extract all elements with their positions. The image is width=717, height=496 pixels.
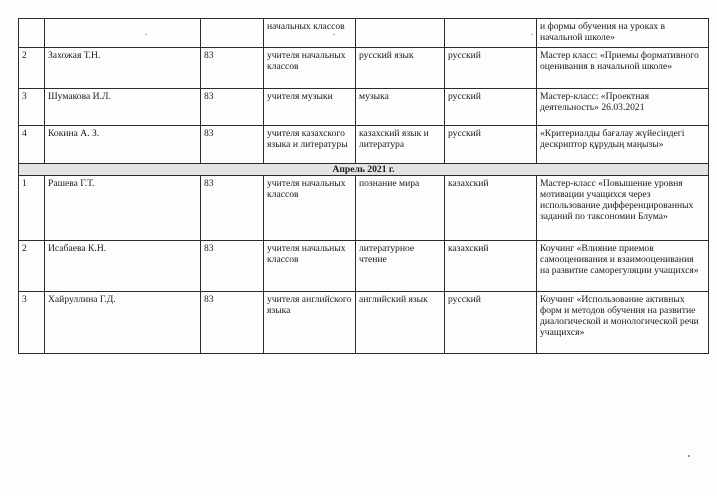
cell-form: Коучинг «Влияние приемов самооценивания и взаимооценивания на развитие саморегуляции учащихся» [537,241,709,292]
cell-name: Исабаева К.Н. [45,241,201,292]
cell-language: казахский [445,176,537,241]
cell-hours: 83 [201,126,264,164]
cell-position: учителя музыки [264,89,356,126]
cell-subject: познание мира [356,176,445,241]
cell-num: 3 [19,89,45,126]
scan-mark: - [145,30,148,38]
cell-language: казахский [445,241,537,292]
cell-hours: 83 [201,89,264,126]
table-row [19,292,709,354]
table-row [19,19,709,48]
cell-position: учителя начальных классов [264,48,356,89]
table-row [19,126,709,164]
cell-subject: английский язык [356,292,445,354]
scan-mark: - [531,30,534,38]
cell-num: 1 [19,176,45,241]
cell-name [45,19,201,48]
cell-subject: литературное чтение [356,241,445,292]
cell-subject [356,19,445,48]
cell-position: учителя начальных классов [264,176,356,241]
cell-subject: музыка [356,89,445,126]
cell-name: Хайруллина Г.Д. [45,292,201,354]
cell-name: Шумакова И.Л. [45,89,201,126]
cell-form: Мастер-класс «Повышение уровня мотивации учащихся через использование дифференцированных заданий по таксономии Блума» [537,176,709,241]
cell-form: и формы обучения на уроках в начальной школе» [537,19,709,48]
cell-num: 2 [19,48,45,89]
table-row [19,176,709,241]
table-row [19,89,709,126]
cell-form: Коучинг «Использование активных форм и методов обучения на развитие диалогической и монологической речи учащихся» [537,292,709,354]
cell-subject: русский язык [356,48,445,89]
cell-subject: казахский язык и литература [356,126,445,164]
cell-hours [201,19,264,48]
month-heading: Апрель 2021 г. [19,164,709,176]
table-row [19,241,709,292]
cell-position: учителя английского языка [264,292,356,354]
scan-dot [688,455,690,457]
cell-hours: 83 [201,292,264,354]
cell-num: 3 [19,292,45,354]
plan-table [18,18,709,354]
cell-position: учителя казахского языка и литературы [264,126,356,164]
cell-hours: 83 [201,176,264,241]
cell-language: русский [445,126,537,164]
cell-form: «Критериалды бағалау жүйесіндегі дескриптор құрудың маңызы» [537,126,709,164]
cell-num: 4 [19,126,45,164]
table-row [19,48,709,89]
cell-language: русский [445,48,537,89]
scan-mark: - [333,30,336,38]
cell-form: Мастер класс: «Приемы формативного оценивания в начальной школе» [537,48,709,89]
cell-name: Захожая Т.Н. [45,48,201,89]
cell-name: Кокина А. З. [45,126,201,164]
cell-position: начальных классов [264,19,356,48]
cell-language [445,19,537,48]
cell-hours: 83 [201,48,264,89]
cell-language: русский [445,89,537,126]
cell-num: 2 [19,241,45,292]
cell-num [19,19,45,48]
cell-form: Мастер-класс: «Проектная деятельность» 26.03.2021 [537,89,709,126]
cell-language: русский [445,292,537,354]
month-heading-row [19,164,709,176]
cell-name: Рашева Г.Т. [45,176,201,241]
cell-position: учителя начальных классов [264,241,356,292]
cell-hours: 83 [201,241,264,292]
